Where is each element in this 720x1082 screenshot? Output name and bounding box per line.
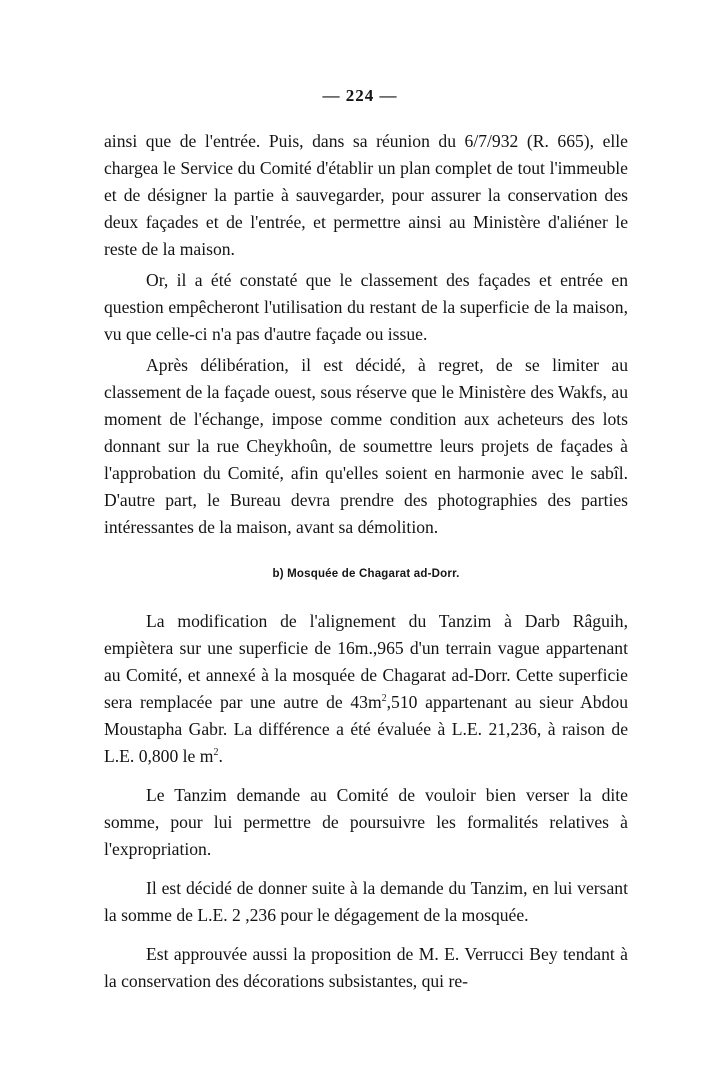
paragraph-deliberation: Après délibération, il est décidé, à regret, de se limiter au classement de la façade ouest, sous réserve que le Ministère des Wakfs, au moment de l'échange, impose comme condition aux acheteurs des lots donnant sur la rue Cheykhoûn, de soumettre leurs projets de façades à l'approbation du Comité, afin qu'elles soient en harmonie avec le sabîl. D'autre part, le Bureau devra prendre des photographies des parties intéressantes de la maison, avant sa démolition. xyxy=(104,355,628,537)
body-text xyxy=(104,128,628,995)
paragraph-modification xyxy=(104,608,628,770)
paragraph-continuation: ainsi que de l'entrée. Puis, dans sa réunion du 6/7/932 (R. 665), elle chargea le Service du Comité d'établir un plan complet de tout l'immeuble et de désigner la partie à sauvegarder, pour assurer la conservation des deux façades et de l'entrée, et permettre ainsi au Ministère d'aliéner le reste de la maison. xyxy=(104,131,628,259)
paragraph-decision: Il est décidé de donner suite à la demande du Tanzim, en lui versant la somme de L.E. 2 ,236 pour le dégagement de la mosquée. xyxy=(104,878,628,925)
page-number: — 224 — xyxy=(322,86,398,105)
modification-text-part-3: . xyxy=(218,746,223,766)
paragraph-constatation: Or, il a été constaté que le classement des façades et entrée en question empêcheront l'utilisation du restant de la superficie de la maison, vu que celle-ci n'a pas d'autre façade ou issue. xyxy=(104,270,628,344)
modification-text-part-2: ,510 appartenant au sieur Abdou Moustapha Gabr. La différence a été évaluée à L.E. 21,236, à raison de L.E. 0,800 le m xyxy=(104,692,628,766)
superscript-2-first: 2 xyxy=(381,693,387,705)
section-subheading: b) Mosquée de Chagarat ad-Dorr. xyxy=(272,568,460,580)
paragraph-tanzim-request: Le Tanzim demande au Comité de vouloir bien verser la dite somme, pour lui permettre de poursuivre les formalités relatives à l'expropriation. xyxy=(104,785,628,859)
paragraph-approval: Est approuvée aussi la proposition de M. E. Verrucci Bey tendant à la conservation des décorations subsistantes, qui re- xyxy=(104,944,628,991)
superscript-2-second: 2 xyxy=(213,747,219,759)
modification-text-part-1: La modification de l'alignement du Tanzim à Darb Râguih, empiètera sur une superficie de 16m.,965 d'un terrain vague appartenant au Comité, et annexé à la mosquée de Chagarat ad-Dorr. Cette superficie sera remplacée par une autre de 43m xyxy=(104,611,628,712)
